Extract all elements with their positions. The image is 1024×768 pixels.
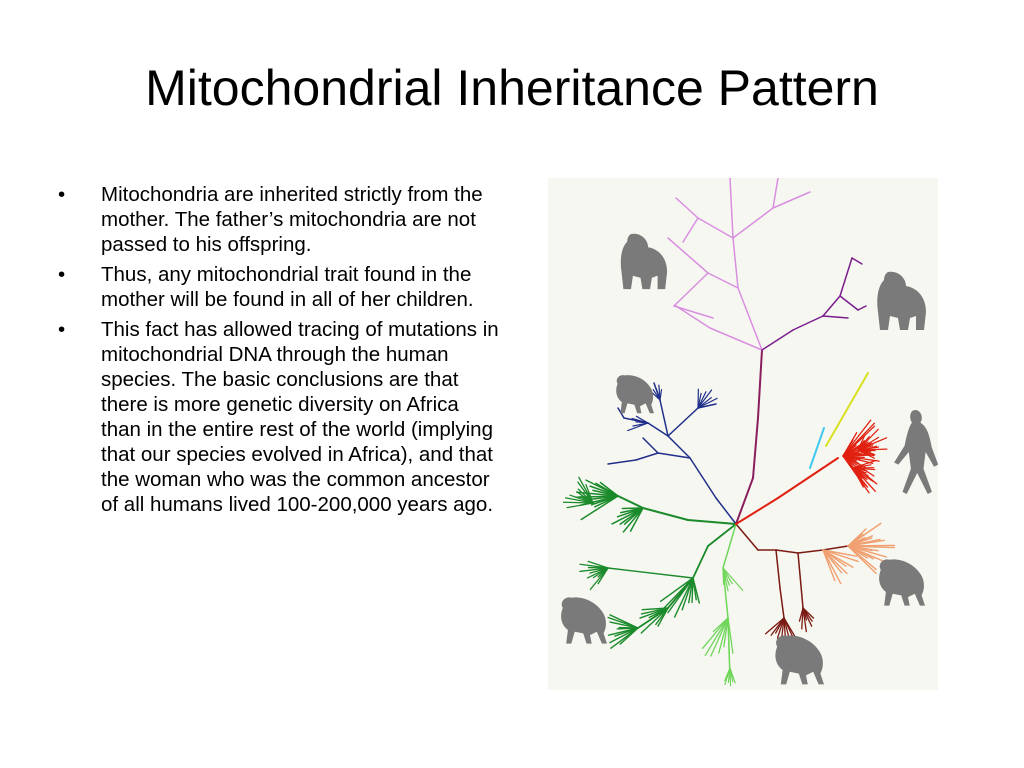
bonobo-branch bbox=[643, 438, 658, 453]
phylogenetic-tree-figure bbox=[548, 178, 938, 690]
gorilla-branch bbox=[708, 273, 738, 288]
bullet-list bbox=[58, 182, 503, 522]
gorilla-branch bbox=[840, 296, 858, 310]
bullet-glyph: • bbox=[58, 183, 66, 206]
gorilla-branch bbox=[676, 198, 698, 218]
chimpanzee-icon bbox=[775, 635, 824, 684]
human-branch bbox=[810, 428, 824, 468]
human-icon-shape bbox=[894, 410, 938, 494]
chimpanzee-icon bbox=[561, 597, 607, 643]
trunk-branch bbox=[753, 418, 758, 478]
gorilla-branch bbox=[762, 330, 793, 350]
human-icon bbox=[894, 410, 938, 494]
bullet-text: This fact has allowed tracing of mutations in mitochondrial DNA through the human species. The basic conclusions are that there is more genetic diversity on Africa than in the entire rest of the world (implying that our species evolved in Africa), and that the woman who was the common ancestor of all humans lived 100-200,000 years ago. bbox=[101, 318, 499, 516]
gorilla-branch bbox=[852, 258, 862, 264]
gorilla-branch bbox=[823, 296, 840, 316]
tree-svg bbox=[548, 178, 938, 690]
gorilla-branch bbox=[823, 316, 848, 318]
chimp-branch bbox=[660, 578, 693, 613]
gorilla-branch bbox=[793, 316, 823, 330]
bonobo-branch bbox=[668, 408, 698, 436]
bonobo-branch bbox=[608, 460, 636, 464]
chimpanzee-icon bbox=[879, 559, 925, 605]
gorilla-branch bbox=[683, 218, 698, 242]
chimpanzee-icon-shape bbox=[879, 559, 925, 605]
bonobo-branch bbox=[636, 453, 658, 460]
chimpanzee-icon-shape bbox=[775, 635, 824, 684]
chimp-branch bbox=[776, 550, 798, 553]
gorilla-branch bbox=[674, 273, 708, 306]
chimp-branch bbox=[798, 550, 823, 553]
chimp-branch bbox=[798, 553, 803, 608]
trunk-branch bbox=[736, 478, 753, 524]
gorilla-branch bbox=[733, 208, 773, 238]
trunk-branch bbox=[758, 350, 762, 418]
chimp-branch bbox=[723, 524, 736, 568]
human-branch bbox=[826, 373, 868, 446]
gorilla-icon bbox=[621, 234, 667, 289]
chimp-branch bbox=[823, 546, 848, 550]
chimp-branch bbox=[608, 568, 693, 578]
gorilla-icon bbox=[877, 272, 926, 330]
gorilla-branch bbox=[674, 306, 713, 318]
gorilla-branch bbox=[676, 306, 710, 328]
gorilla-branch bbox=[773, 192, 810, 208]
gorilla-branch bbox=[858, 306, 866, 310]
human-branch bbox=[778, 478, 808, 498]
gorilla-branch bbox=[840, 258, 852, 296]
bullet-text: Thus, any mitochondrial trait found in the mother will be found in all of her children. bbox=[101, 263, 474, 311]
gorilla-branch bbox=[733, 238, 738, 288]
bonobo-icon-shape bbox=[616, 375, 654, 413]
chimp-branch bbox=[610, 615, 638, 628]
gorilla-branch bbox=[668, 238, 708, 273]
bonobo-branch bbox=[716, 498, 736, 524]
bonobo-icon bbox=[616, 375, 654, 413]
bonobo-branch bbox=[660, 400, 668, 436]
gorilla-branch bbox=[698, 218, 733, 238]
bullet-item bbox=[58, 317, 503, 517]
chimp-branch bbox=[780, 588, 784, 618]
chimp-branch bbox=[668, 578, 693, 613]
gorilla-icon-shape bbox=[621, 234, 667, 289]
bullet-text: Mitochondria are inherited strictly from the mother. The father’s mitochondria are not passed to his offspring. bbox=[101, 183, 483, 256]
chimp-branch bbox=[723, 568, 724, 584]
bullet-glyph: • bbox=[58, 318, 66, 341]
bullet-glyph: • bbox=[58, 263, 66, 286]
gorilla-branch bbox=[773, 178, 778, 208]
gorilla-branch bbox=[730, 178, 733, 238]
chimp-branch bbox=[643, 508, 688, 520]
bullet-item bbox=[58, 262, 503, 312]
gorilla-icon-shape bbox=[877, 272, 926, 330]
chimp-branch bbox=[708, 524, 736, 546]
chimp-branch bbox=[618, 496, 643, 508]
chimp-branch bbox=[688, 520, 736, 524]
chimp-branch bbox=[567, 503, 593, 508]
bonobo-branch bbox=[690, 458, 716, 498]
chimp-branch bbox=[641, 608, 668, 633]
human-branch bbox=[736, 498, 778, 524]
bonobo-branch bbox=[660, 390, 662, 400]
chimp-branch bbox=[693, 546, 708, 578]
chimp-branch bbox=[705, 618, 728, 655]
chimp-branch bbox=[776, 550, 780, 588]
chimpanzee-icon-shape bbox=[561, 597, 607, 643]
chimp-branch bbox=[736, 524, 758, 550]
slide-title: Mitochondrial Inheritance Pattern bbox=[145, 60, 879, 116]
bullet-item bbox=[58, 182, 503, 257]
